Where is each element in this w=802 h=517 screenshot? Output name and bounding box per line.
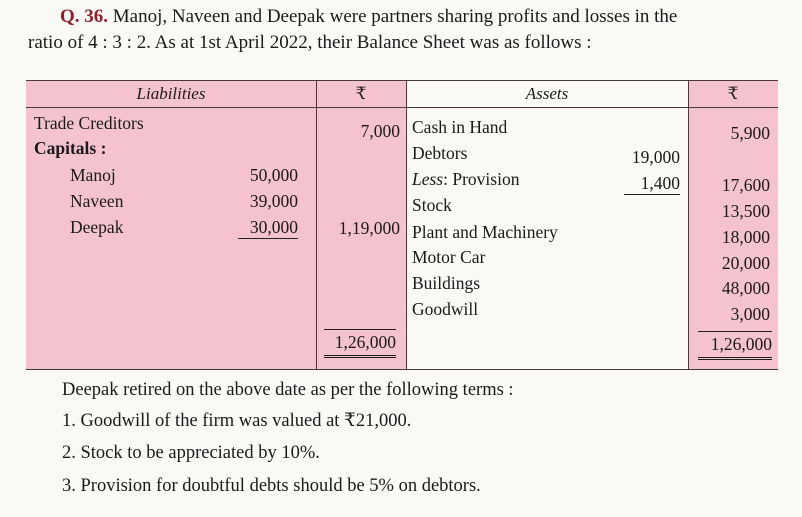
asset-inner-column (622, 81, 688, 369)
term-2: 2. Stock to be appreciated by 10%. (62, 443, 320, 463)
divider-2 (406, 81, 407, 369)
partner-deepak-amount: 30,000 (238, 217, 298, 239)
question-text-1: Manoj, Naveen and Deepak were partners sharing profits and losses in the (112, 6, 678, 27)
cash-label: Cash in Hand (412, 117, 508, 137)
liab-rupee-header: ₹ (316, 81, 406, 108)
partner-manoj-amount: 50,000 (249, 165, 298, 185)
asset-rupee-header: ₹ (688, 81, 778, 108)
debtors-label: Debtors (412, 143, 468, 163)
partner-naveen-amount: 39,000 (249, 191, 298, 211)
stock-label: Stock (412, 195, 452, 215)
motor-label: Motor Car (412, 247, 486, 267)
trade-creditors-amount: 7,000 (360, 121, 400, 141)
capitals-total: 1,19,000 (338, 218, 400, 238)
goodwill-amount: 3,000 (730, 304, 770, 324)
motor-amount: 20,000 (721, 253, 770, 273)
assets-total: 1,26,000 (698, 331, 772, 360)
liabilities-total: 1,26,000 (324, 329, 396, 358)
provision-label: : Provision (443, 169, 520, 189)
goodwill-label: Goodwill (412, 299, 479, 319)
provision-amount: 1,400 (624, 173, 680, 195)
question-number: Q. 36. (60, 6, 109, 27)
liabilities-header: Liabilities (26, 81, 316, 108)
less-label: Less (412, 169, 444, 189)
partner-deepak-name: Deepak (70, 217, 124, 237)
question-line-1 (60, 6, 677, 28)
question-line-2: ratio of 4 : 3 : 2. As at 1st April 2022, their Balance Sheet was as follows : (28, 32, 592, 53)
plant-amount: 18,000 (721, 227, 770, 247)
divider-3 (688, 81, 689, 369)
buildings-label: Buildings (412, 273, 481, 293)
stock-amount: 13,500 (721, 201, 770, 221)
cash-amount: 5,900 (730, 123, 770, 143)
buildings-amount: 48,000 (721, 278, 770, 298)
provision-line (412, 169, 519, 190)
debtors-gross: 19,000 (631, 147, 680, 167)
assets-header: Assets (406, 81, 688, 108)
term-1: 1. Goodwill of the firm was valued at ₹21,000. (62, 411, 412, 431)
trade-creditors-label: Trade Creditors (34, 113, 144, 133)
retirement-intro: Deepak retired on the above date as per the following terms : (62, 380, 514, 400)
capitals-label: Capitals : (34, 138, 107, 158)
partner-naveen-name: Naveen (70, 191, 124, 211)
plant-label: Plant and Machinery (412, 222, 558, 242)
partner-manoj-name: Manoj (70, 165, 116, 185)
term-3: 3. Provision for doubtful debts should be 5% on debtors. (62, 476, 481, 496)
divider-1 (316, 81, 317, 369)
balance-sheet-table (26, 80, 778, 370)
debtors-net: 17,600 (721, 175, 770, 195)
